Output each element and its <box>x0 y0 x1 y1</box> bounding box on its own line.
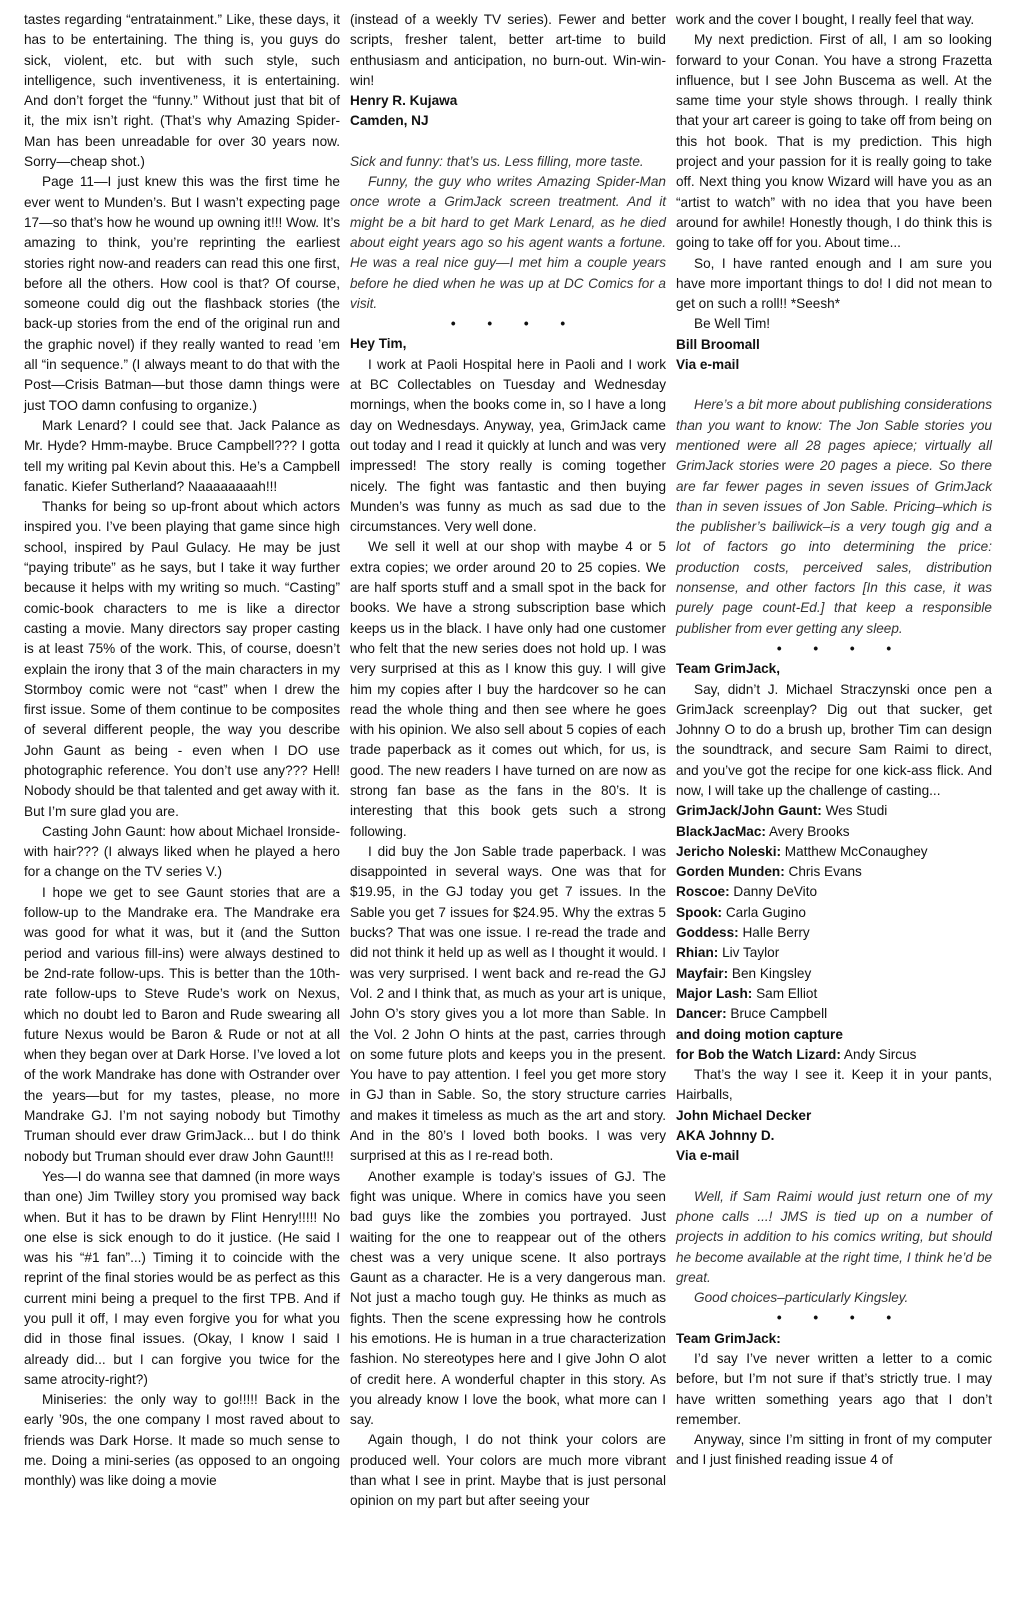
letter-paragraph: Mark Lenard? I could see that. Jack Palance as Mr. Hyde? Hmm-maybe. Bruce Campbell??? I gotta tell my writing pal Kevin about this. He’s a Campbell fanatic. Kiefer Sutherland? Naaaaaaaah!!! <box>24 417 340 494</box>
section-separator: • • • • <box>776 1310 906 1326</box>
signature-line: Camden, NJ <box>350 113 429 129</box>
letter-paragraph: Say, didn’t J. Michael Straczynski once pen a GrimJack screenplay? Dig out that sucker, get Johnny O to do a brush up, brother Tim can design the soundtrack, and secure Sam Raimi to direct, and you’ve got the recipe for one kick-ass flick. And now, I will take up the challenge of casting... <box>676 681 992 798</box>
cast-entry <box>676 862 992 882</box>
cast-role: Dancer: <box>676 1006 727 1022</box>
cast-entry <box>676 964 992 984</box>
letter-paragraph: Thanks for being so up-front about which actors inspired you. I’ve been playing that game since high school, inspired by Paul Gulacy. He may be just “paying tribute” as he says, but I take it way further because it helps with my writing so much. “Casting” comic-book characters to me is like a director casting a movie. Many directors say proper casting is at least 75% of the work. This, of course, doesn’t explain the irony that 3 of the main characters in my Stormboy comic were not “cast” when I drew the first issue. Some of them continue to be composites of several different people, the way you describe John Gaunt as being - even when I DO use photographic reference. You don’t use any??? Hell! Nobody should be that talented and get away with it. But I’m sure glad you are. <box>24 499 340 819</box>
cast-entry <box>676 1045 992 1065</box>
signature-line: Team GrimJack: <box>676 1330 781 1346</box>
cast-entry <box>676 822 992 842</box>
cast-role: Rhian: <box>676 945 719 961</box>
cast-actor: Bruce Campbell <box>726 1006 828 1022</box>
cast-role: GrimJack/John Gaunt: <box>676 803 822 819</box>
letter-paragraph: I’d say I’ve never written a letter to a comic before, but I’m not sure if that’s strictly true. I may have written something years ago that I don’t remember. <box>676 1351 992 1427</box>
letter-paragraph: Page 11—I just knew this was the first time he ever went to Munden’s. But I wasn’t expecting page 17—so that’s how he wound up owning it!!! Wow. It’s amazing to think, you’re reprinting the earliest stories right now-and readers can read this one first, before all the others. How cool is that? Of course, someone could dig out the flashback stories (the back-up stories from the end of the original run and the graphic novel) if they really wanted to read ’em all “in sequence.” (I always meant to do that with the Post—Crisis Batman—but those damn things were just TOO damn confusing to organize.) <box>24 174 340 413</box>
letters-column-2 <box>350 10 666 1512</box>
letter-paragraph: So, I have ranted enough and I am sure you have more important things to do! I did not mean to get on such a roll!! *Seesh* <box>676 255 992 312</box>
letter-paragraph: Miniseries: the only way to go!!!!! Back in the early ’90s, the one company I most raved about to friends was Dark Horse. It made so much sense to me. Doing a mini-series (as opposed to an ongoing monthly) was like doing a movie <box>24 1392 340 1489</box>
cast-actor: Halle Berry <box>738 925 810 941</box>
letter-paragraph: Be Well Tim! <box>694 316 771 332</box>
letters-column-3 <box>676 10 992 1471</box>
letter-paragraph: That’s the way I see it. Keep it in your pants, Hairballs, <box>676 1067 992 1103</box>
cast-actor: Sam Elliot <box>752 985 818 1001</box>
editor-reply: Well, if Sam Raimi would just return one of my phone calls ...! JMS is tied up on a number of projects in addition to his comics writing, but should he become available at the right time, I think he’d be great. <box>676 1188 992 1285</box>
cast-role: Goddess: <box>676 925 739 941</box>
cast-entry <box>676 801 992 821</box>
cast-role: Major Lash: <box>676 985 753 1001</box>
cast-role: Roscoe: <box>676 884 730 900</box>
editor-reply: Here’s a bit more about publishing considerations than you want to know: The Jon Sable stories you mentioned were all 28 pages apiece; virtually all GrimJack stories were 20 pages a piece. So there are far fewer pages in seven issues of GrimJack than in seven issues of Jon Sable. Pricing–which is the publisher’s bailiwick–is a very tough gig and a lot of factors go into determining the price: production costs, perceived sales, distribution nonsense, and other factors [In this case, it was purely page count-Ed.] that keep a responsible publisher from ever getting any sleep. <box>676 397 992 636</box>
cast-role: Jericho Noleski: <box>676 843 782 859</box>
letter-paragraph: Again though, I do not think your colors are produced well. Your colors are much more vibrant than what I see in print. Maybe that is just personal opinion on my part but after seeing your <box>350 1432 666 1509</box>
cast-role: BlackJacMac: <box>676 823 766 839</box>
cast-entry <box>676 882 992 902</box>
signature-line: Via e-mail <box>676 1148 740 1164</box>
cast-role: for Bob the Watch Lizard: <box>676 1046 841 1062</box>
signature-line: Henry R. Kujawa <box>350 93 458 109</box>
editor-reply: Good choices–particularly Kingsley. <box>694 1290 909 1306</box>
letters-column-1 <box>24 10 340 1492</box>
cast-actor: Liv Taylor <box>718 945 780 961</box>
cast-actor: Chris Evans <box>784 864 862 880</box>
cast-entry <box>676 923 992 943</box>
signature-line: AKA Johnny D. <box>676 1128 775 1144</box>
signature-line: and doing motion capture <box>676 1026 843 1042</box>
letter-paragraph: Another example is today’s issues of GJ. The fight was unique. Where in comics have you seen bad guys like the zombies you portrayed. Just waiting for the one to reappear out of the others chest was a very unique scene. It also portrays Gaunt as a character. He is a very dangerous man. Not just a macho tough guy. He thinks as much as fights. Then the scene expressing how he controls his emotions. He is human in a true characterization fashion. No stereotypes here and I give John O alot of credit here. A wonderful chapter in this story. As you already know I love the book, what more can I say. <box>350 1168 666 1428</box>
cast-entry <box>676 903 992 923</box>
signature-line: Team GrimJack, <box>676 661 781 677</box>
cast-actor: Wes Studi <box>821 803 888 819</box>
editor-reply: Sick and funny: that’s us. Less filling, more taste. <box>350 153 644 169</box>
letter-paragraph: I did buy the Jon Sable trade paperback. I was disappointed in several ways. One was that for $19.95, in the GJ today you get 7 issues. In the Sable you get 7 issues for $24.95. Why the extras 5 bucks? That was one issue. I re-read the trade and did not think it held up as well as I thought it would. I was very surprised. I went back and re-read the GJ Vol. 2 and I think that, as much as your art is unique, John O’s story gives you a lot more than Sable. In the Vol. 2 John O hints at the past, carries through on some future plots and keeps you in the present. You have to pay attention. I feel you get more story in GJ than in Sable. So, the story structure carries and makes it timeless as much as the art and story. And in the 80’s I loved both books. I was very surprised at this as I re-read both. <box>350 843 666 1164</box>
cast-role: Spook: <box>676 904 723 920</box>
letter-paragraph: Yes—I do wanna see that damned (in more ways than one) Jim Twilley story you promised way back when. But it has to be drawn by Flint Henry!!!!! No one else is sick enough to do it justice. (He said I was his “#1 fan”...) Timing it to coincide with the reprint of the final stories would be as perfect as this current mini being a prequel to the first TPB. And if you pull it off, I may even forgive you for what you did in those final issues. (Okay, I know I said I already did... but I can forgive you twice for the same atrocity-right?) <box>24 1168 340 1387</box>
letter-paragraph: I work at Paoli Hospital here in Paoli and I work at BC Collectables on Tuesday and Wednesday mornings, when the books come in, so I have a long day on Wednesdays. Anyway, yea, GrimJack came out today and I read it quickly at lunch and was very impressed! The story really is coming together nicely. The fight was fantastic and then buying Munden’s was funny as much as sad due to the circumstances. Very well done. <box>350 356 666 535</box>
letter-paragraph: We sell it well at our shop with maybe 4 or 5 extra copies; we order around 20 to 25 copies. We are half sports stuff and a small spot in the back for books. We have a strong subscription base which keeps us in the black. I have only had one customer who felt that the new series does not hold up. I was very surprised at this as I know this guy. I will give him my copies after I buy the hardcover so he can read the whole thing and then see where he goes with his opinion. We also sell about 5 copies of each trade paperback as it comes out which, for us, is good. The new readers I have turned on are now as strong fan base as the fans in the 80’s. It is interesting that this book gets such a strong following. <box>350 539 666 839</box>
cast-entry <box>676 1004 992 1024</box>
signature-line: Hey Tim, <box>350 336 407 352</box>
spacer <box>676 1167 992 1187</box>
spacer <box>350 132 666 152</box>
letter-paragraph: (instead of a weekly TV series). Fewer and better scripts, fresher talent, better art-time to build enthusiasm and anticipation, no burn-out. Win-win-win! <box>350 12 666 88</box>
section-separator: • • • • <box>776 640 906 656</box>
signature-line: John Michael Decker <box>676 1107 812 1123</box>
section-separator: • • • • <box>450 316 580 332</box>
cast-role: Gorden Munden: <box>676 864 785 880</box>
cast-entry <box>676 943 992 963</box>
cast-actor: Danny DeVito <box>729 884 818 900</box>
cast-actor: Ben Kingsley <box>728 965 812 981</box>
cast-actor: Avery Brooks <box>765 823 850 839</box>
letter-paragraph: Casting John Gaunt: how about Michael Ironside-with hair??? (I always liked when he played a hero for a change on the TV series V.) <box>24 823 340 880</box>
cast-actor: Matthew McConaughey <box>781 843 928 859</box>
letter-paragraph: work and the cover I bought, I really feel that way. <box>676 12 975 27</box>
cast-actor: Andy Sircus <box>840 1046 917 1062</box>
signature-line: Via e-mail <box>676 357 740 373</box>
cast-entry <box>676 842 992 862</box>
letter-paragraph: tastes regarding “entratainment.” Like, these days, it has to be entertaining. The thing is, you guys do sick, violent, etc. but with such style, such intelligence, such inventiveness, it is entertaining. And don’t forget the “funny.” Without just that bit of it, the mix isn’t right. (That’s why Amazing Spider-Man has been unreadable for over 30 years now. Sorry—cheap shot.) <box>24 12 340 170</box>
spacer <box>676 375 992 395</box>
letter-paragraph: My next prediction. First of all, I am so looking forward to your Conan. You have a strong Frazetta influence, but I see John Buscema as well. At the same time your style shows through. I really think that your art career is going to take off from being on this hot book. That is my prediction. This high project and your passion for it is really going to take off. Next thing you know Wizard will have you as an “artist to watch” with no idea that you have been around for awhile! Honestly though, I do think this is going to take off for you. About time... <box>676 32 992 251</box>
editor-reply: Funny, the guy who writes Amazing Spider-Man once wrote a GrimJack screen treatment. And it might be a bit hard to get Mark Lenard, as he died about eight years ago so his agent wants a fortune. He was a real nice guy—I met him a couple years before he died when he was up at DC Comics for a visit. <box>350 174 666 311</box>
cast-actor: Carla Gugino <box>722 904 806 920</box>
cast-role: Mayfair: <box>676 965 729 981</box>
signature-line: Bill Broomall <box>676 336 760 352</box>
letter-paragraph: I hope we get to see Gaunt stories that are a follow-up to the Mandrake era. The Mandrake era was good for what it was, but it (and the Sutton period and various fill-ins) were always destined to be 2nd-rate follow-ups. This is better than the 10th-rate follow-ups to Steve Rude’s work on Nexus, which no doubt led to Baron and Rude swearing all future Nexus would be Baron & Rude or not at all when they began over at Dark Horse. I’ve loved a lot of the work Mandrake has done with Ostrander over the years—but for my tastes, please, no more Mandrake GJ. I’m not saying nobody but Timothy Truman should ever draw GrimJack... but I do think nobody but Truman should ever draw John Gaunt!!! <box>24 884 340 1164</box>
cast-entry <box>676 984 992 1004</box>
letter-paragraph: Anyway, since I’m sitting in front of my computer and I just finished reading issue 4 of <box>676 1432 992 1468</box>
